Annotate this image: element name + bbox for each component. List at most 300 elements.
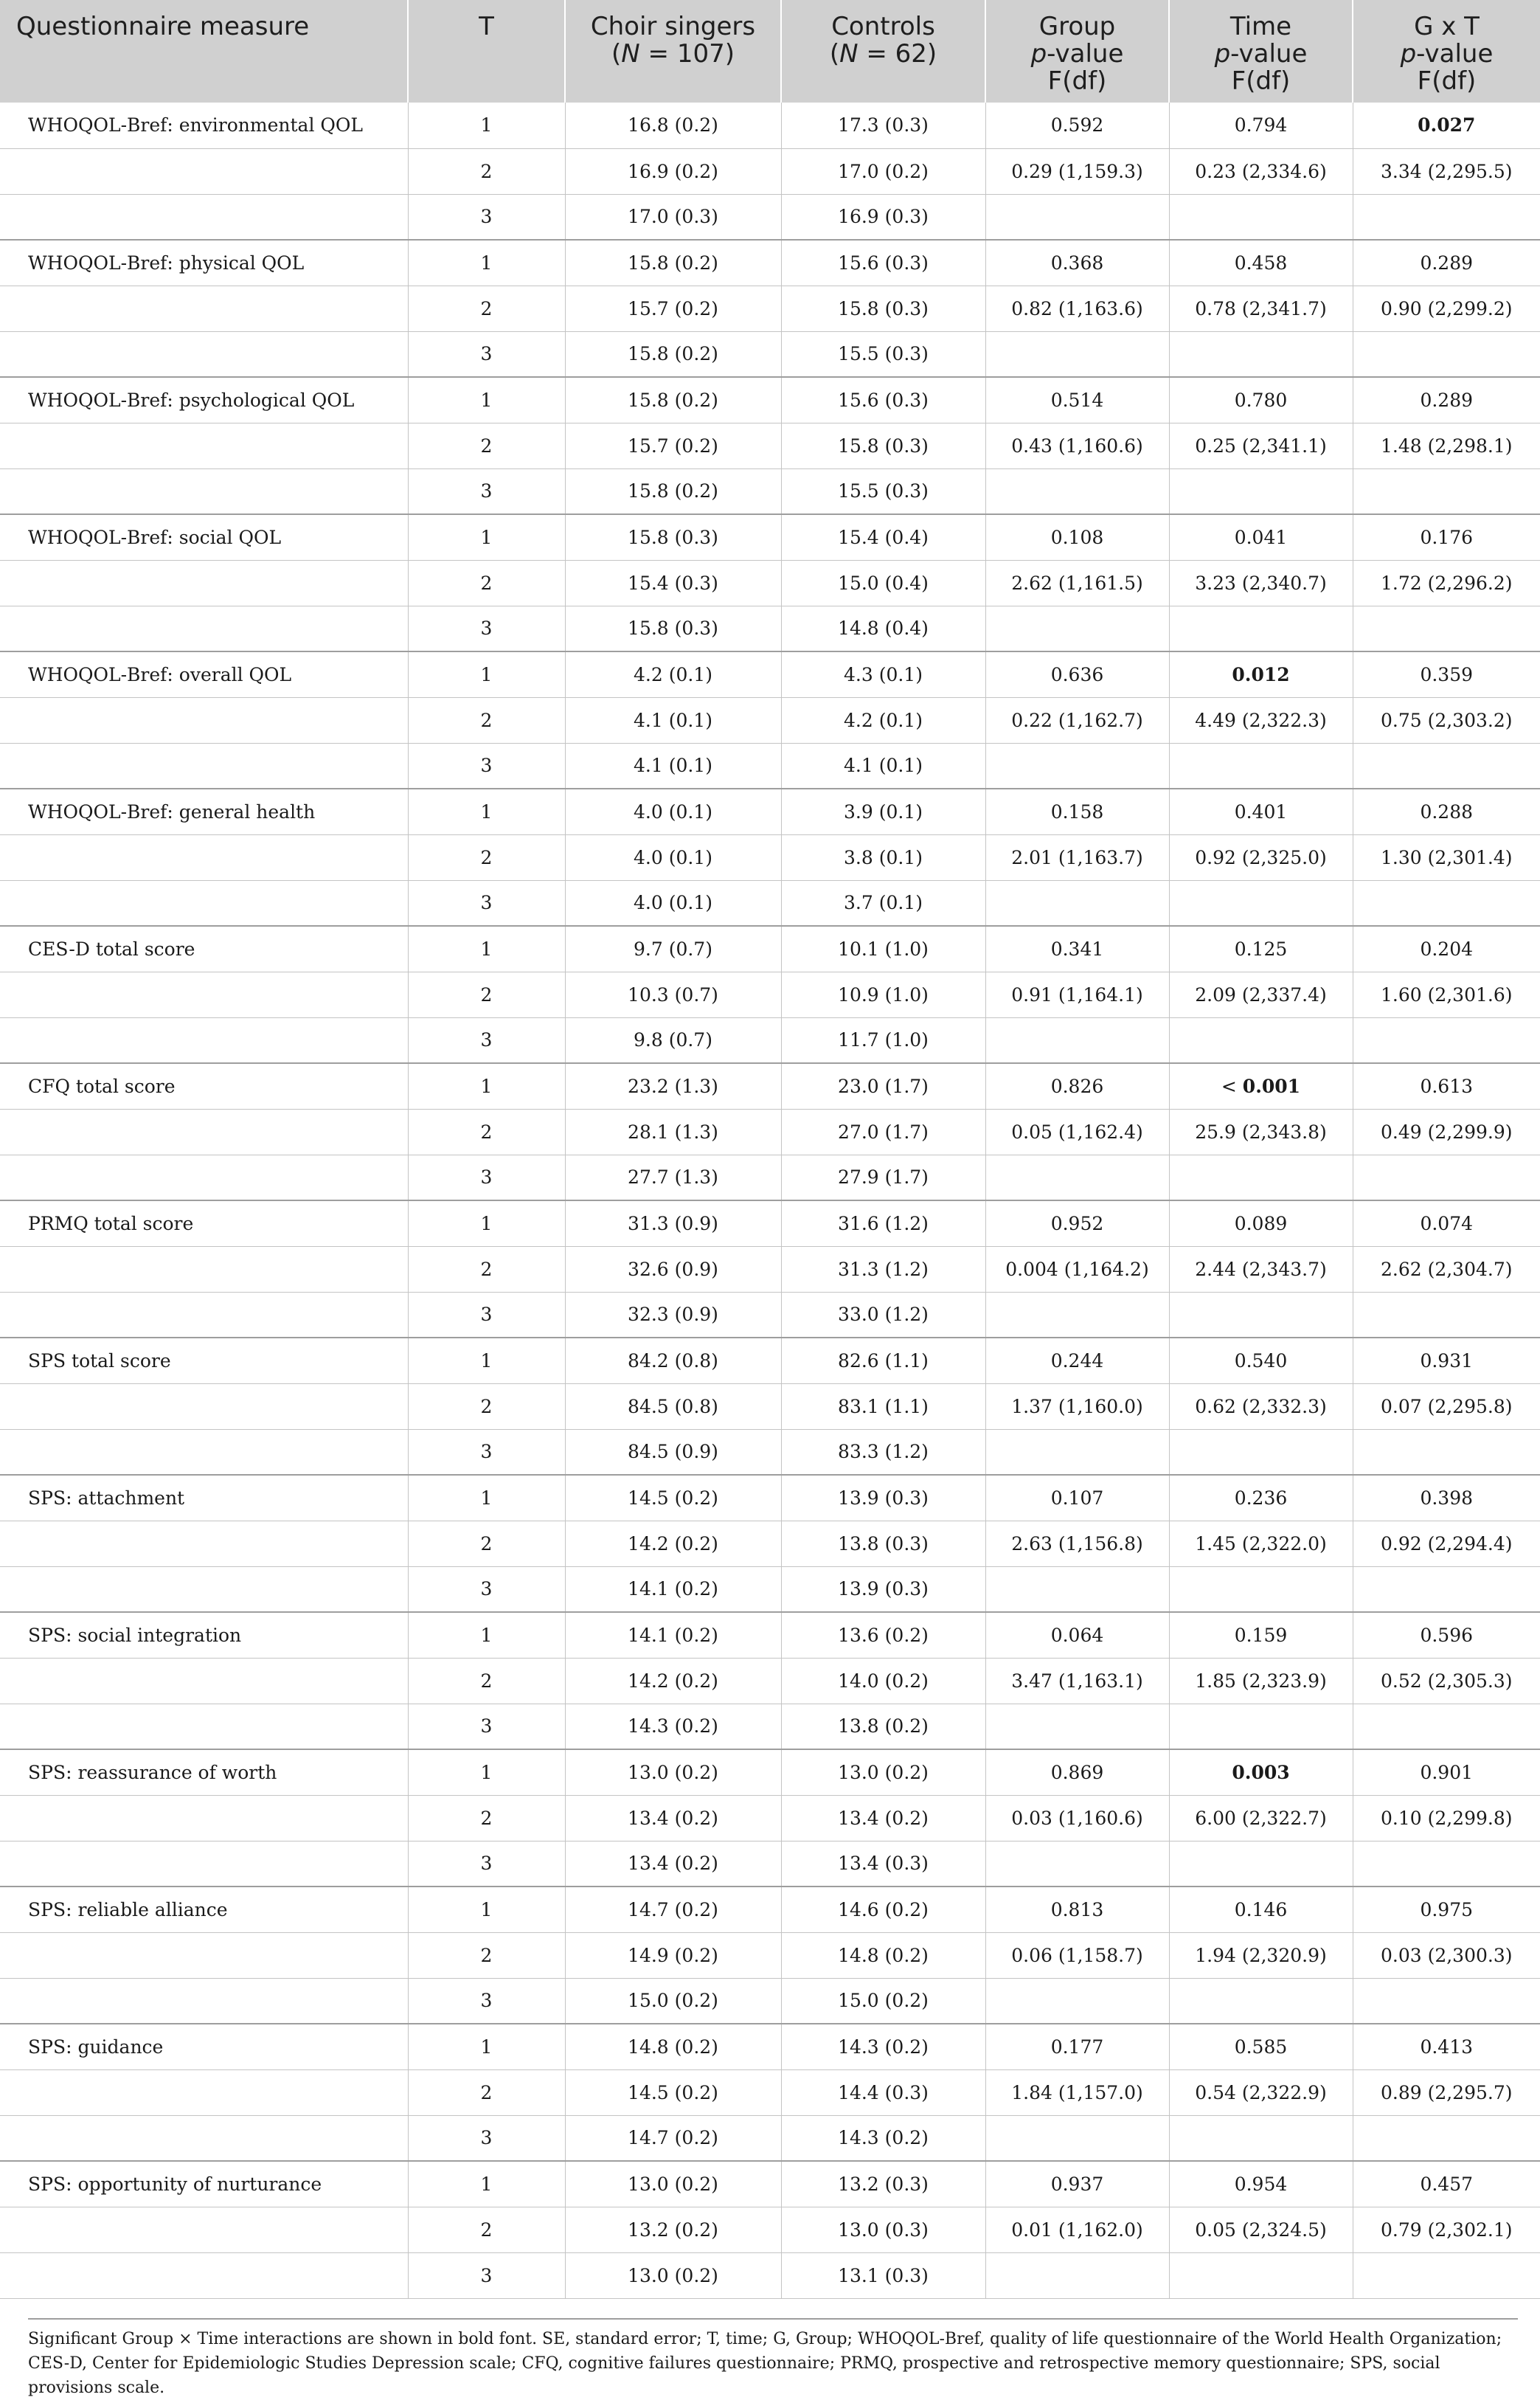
- group-stat-cell: 0.03 (1,160.6): [985, 1795, 1169, 1841]
- time-point-cell: 1: [408, 1200, 565, 1246]
- time-stat-cell: 0.401: [1169, 789, 1353, 834]
- interaction-stat-cell: 1.60 (2,301.6): [1353, 972, 1540, 1017]
- measure-cell: [0, 1841, 408, 1887]
- choir-value-cell: 14.7 (0.2): [565, 1887, 781, 1932]
- time-stat-cell: [1169, 2115, 1353, 2161]
- choir-value-cell: 84.2 (0.8): [565, 1338, 781, 1383]
- measure-cell: [0, 1658, 408, 1704]
- group-stat-cell: 0.43 (1,160.6): [985, 423, 1169, 468]
- group-stat-cell: [985, 2115, 1169, 2161]
- interaction-stat-cell: 0.027: [1353, 103, 1540, 148]
- group-stat-cell: 1.37 (1,160.0): [985, 1383, 1169, 1429]
- group-stat-cell: 0.341: [985, 926, 1169, 972]
- choir-value-cell: 4.0 (0.1): [565, 834, 781, 880]
- interaction-stat-cell: 0.75 (2,303.2): [1353, 697, 1540, 743]
- choir-value-cell: 9.8 (0.7): [565, 1017, 781, 1063]
- table-row: [0, 1612, 1540, 1658]
- table-row: [0, 789, 1540, 834]
- controls-value-cell: 83.1 (1.1): [781, 1383, 985, 1429]
- measure-cell: [0, 1017, 408, 1063]
- controls-value-cell: 14.0 (0.2): [781, 1658, 985, 1704]
- time-stat-cell: [1169, 1155, 1353, 1200]
- controls-value-cell: 4.1 (0.1): [781, 743, 985, 789]
- group-stat-cell: 0.22 (1,162.7): [985, 697, 1169, 743]
- choir-value-cell: 32.3 (0.9): [565, 1292, 781, 1338]
- interaction-stat-cell: [1353, 1841, 1540, 1887]
- choir-value-cell: 4.1 (0.1): [565, 697, 781, 743]
- table-row: [0, 2024, 1540, 2069]
- interaction-stat-cell: 0.92 (2,294.4): [1353, 1521, 1540, 1566]
- cell-bold-value: 0.001: [1242, 1075, 1301, 1097]
- choir-value-cell: 13.4 (0.2): [565, 1795, 781, 1841]
- choir-value-cell: 32.6 (0.9): [565, 1246, 781, 1292]
- choir-value-cell: 13.0 (0.2): [565, 1749, 781, 1795]
- choir-value-cell: 14.9 (0.2): [565, 1932, 781, 1978]
- header-gxt: G x T p-value F(df): [1353, 0, 1540, 103]
- time-stat-cell: [1169, 468, 1353, 514]
- time-point-cell: 3: [408, 468, 565, 514]
- interaction-stat-cell: 0.289: [1353, 240, 1540, 286]
- controls-value-cell: 11.7 (1.0): [781, 1017, 985, 1063]
- time-stat-cell: 0.05 (2,324.5): [1169, 2207, 1353, 2252]
- time-point-cell: 2: [408, 697, 565, 743]
- table-row: [0, 240, 1540, 286]
- interaction-stat-cell: 0.457: [1353, 2161, 1540, 2207]
- time-stat-cell: [1169, 1704, 1353, 1749]
- group-stat-cell: 0.004 (1,164.2): [985, 1246, 1169, 1292]
- time-point-cell: 2: [408, 1246, 565, 1292]
- time-stat-cell: 0.146: [1169, 1887, 1353, 1932]
- time-stat-cell: 0.012: [1169, 651, 1353, 697]
- time-point-cell: 2: [408, 148, 565, 194]
- table-row: [0, 1749, 1540, 1795]
- group-stat-cell: 3.47 (1,163.1): [985, 1658, 1169, 1704]
- time-point-cell: 3: [408, 2252, 565, 2298]
- group-stat-cell: 0.177: [985, 2024, 1169, 2069]
- table-row: [0, 2115, 1540, 2161]
- choir-value-cell: 27.7 (1.3): [565, 1155, 781, 1200]
- table-row: [0, 468, 1540, 514]
- group-stat-cell: 0.06 (1,158.7): [985, 1932, 1169, 1978]
- choir-value-cell: 14.7 (0.2): [565, 2115, 781, 2161]
- measure-cell: [0, 1246, 408, 1292]
- time-stat-cell: 0.92 (2,325.0): [1169, 834, 1353, 880]
- interaction-stat-cell: 0.901: [1353, 1749, 1540, 1795]
- header-t: T: [408, 0, 565, 103]
- group-stat-cell: [985, 331, 1169, 377]
- time-stat-cell: [1169, 880, 1353, 926]
- interaction-stat-cell: 0.10 (2,299.8): [1353, 1795, 1540, 1841]
- measure-cell: [0, 1109, 408, 1155]
- measure-cell: [0, 423, 408, 468]
- time-point-cell: 1: [408, 377, 565, 423]
- table-body: [0, 103, 1540, 2298]
- group-stat-cell: [985, 1704, 1169, 1749]
- table-row: [0, 103, 1540, 148]
- interaction-stat-cell: [1353, 1292, 1540, 1338]
- group-stat-cell: [985, 1978, 1169, 2024]
- measure-cell: [0, 880, 408, 926]
- controls-value-cell: 13.8 (0.2): [781, 1704, 985, 1749]
- choir-value-cell: 23.2 (1.3): [565, 1063, 781, 1109]
- time-stat-cell: 0.23 (2,334.6): [1169, 148, 1353, 194]
- controls-value-cell: 13.2 (0.3): [781, 2161, 985, 2207]
- choir-value-cell: 16.9 (0.2): [565, 148, 781, 194]
- group-stat-cell: [985, 1841, 1169, 1887]
- time-point-cell: 1: [408, 1338, 565, 1383]
- interaction-stat-cell: [1353, 1429, 1540, 1475]
- group-stat-cell: 0.107: [985, 1475, 1169, 1521]
- choir-value-cell: 15.8 (0.2): [565, 377, 781, 423]
- table-row: [0, 2207, 1540, 2252]
- time-stat-cell: 1.45 (2,322.0): [1169, 1521, 1353, 1566]
- controls-value-cell: 14.4 (0.3): [781, 2069, 985, 2115]
- time-point-cell: 1: [408, 103, 565, 148]
- interaction-stat-cell: [1353, 1155, 1540, 1200]
- choir-value-cell: 13.0 (0.2): [565, 2161, 781, 2207]
- time-point-cell: 2: [408, 286, 565, 331]
- choir-value-cell: 14.5 (0.2): [565, 1475, 781, 1521]
- measure-cell: CES-D total score: [0, 926, 408, 972]
- time-point-cell: 1: [408, 2024, 565, 2069]
- interaction-stat-cell: 0.975: [1353, 1887, 1540, 1932]
- table-row: [0, 1795, 1540, 1841]
- table-row: [0, 2161, 1540, 2207]
- time-point-cell: 3: [408, 2115, 565, 2161]
- controls-value-cell: 13.9 (0.3): [781, 1566, 985, 1612]
- group-stat-cell: 0.05 (1,162.4): [985, 1109, 1169, 1155]
- time-stat-cell: 4.49 (2,322.3): [1169, 697, 1353, 743]
- table-row: [0, 1932, 1540, 1978]
- interaction-stat-cell: [1353, 331, 1540, 377]
- choir-value-cell: 4.1 (0.1): [565, 743, 781, 789]
- table-row: [0, 194, 1540, 240]
- group-stat-cell: [985, 2252, 1169, 2298]
- controls-value-cell: 23.0 (1.7): [781, 1063, 985, 1109]
- table-row: [0, 697, 1540, 743]
- choir-value-cell: 14.2 (0.2): [565, 1658, 781, 1704]
- table-row: [0, 1658, 1540, 1704]
- controls-value-cell: 15.8 (0.3): [781, 286, 985, 331]
- interaction-stat-cell: 0.931: [1353, 1338, 1540, 1383]
- controls-value-cell: 14.8 (0.2): [781, 1932, 985, 1978]
- choir-value-cell: 14.1 (0.2): [565, 1566, 781, 1612]
- group-stat-cell: [985, 1566, 1169, 1612]
- time-point-cell: 2: [408, 1795, 565, 1841]
- measure-cell: WHOQOL-Bref: environmental QOL: [0, 103, 408, 148]
- measure-cell: [0, 1932, 408, 1978]
- table-row: [0, 148, 1540, 194]
- time-stat-cell: 3.23 (2,340.7): [1169, 560, 1353, 606]
- measure-cell: [0, 2069, 408, 2115]
- table-row: [0, 1978, 1540, 2024]
- group-stat-cell: 0.01 (1,162.0): [985, 2207, 1169, 2252]
- measure-cell: [0, 1521, 408, 1566]
- measure-cell: PRMQ total score: [0, 1200, 408, 1246]
- time-point-cell: 3: [408, 1566, 565, 1612]
- choir-value-cell: 10.3 (0.7): [565, 972, 781, 1017]
- table-footnote: Significant Group × Time interactions are shown in bold font. SE, standard error; T, time; G, Group; WHOQOL-Bref, quality of life questionnaire of the World Health Organization; CES-D, Center for Epidemiologic Studies Depression scale; CFQ, cognitive failures questionnaire; PRMQ, prospective and retrospective memory questionnaire; SPS, social provisions scale.: [28, 2318, 1518, 2400]
- group-stat-cell: [985, 468, 1169, 514]
- group-stat-cell: 0.826: [985, 1063, 1169, 1109]
- time-stat-cell: 0.089: [1169, 1200, 1353, 1246]
- time-stat-cell: [1169, 606, 1353, 651]
- measure-cell: [0, 148, 408, 194]
- controls-value-cell: 10.9 (1.0): [781, 972, 985, 1017]
- controls-value-cell: 15.5 (0.3): [781, 468, 985, 514]
- time-point-cell: 1: [408, 1749, 565, 1795]
- time-point-cell: 3: [408, 606, 565, 651]
- controls-value-cell: 15.0 (0.2): [781, 1978, 985, 2024]
- table-row: [0, 331, 1540, 377]
- choir-value-cell: 15.7 (0.2): [565, 286, 781, 331]
- controls-value-cell: 17.3 (0.3): [781, 103, 985, 148]
- cell-prefix: <: [1221, 1075, 1243, 1097]
- choir-value-cell: 4.0 (0.1): [565, 789, 781, 834]
- choir-value-cell: 4.0 (0.1): [565, 880, 781, 926]
- interaction-stat-cell: 1.72 (2,296.2): [1353, 560, 1540, 606]
- time-point-cell: 2: [408, 834, 565, 880]
- time-stat-cell: [1169, 1841, 1353, 1887]
- header-time: Time p-value F(df): [1169, 0, 1353, 103]
- interaction-stat-cell: 0.90 (2,299.2): [1353, 286, 1540, 331]
- measure-cell: [0, 697, 408, 743]
- group-stat-cell: 0.368: [985, 240, 1169, 286]
- time-point-cell: 2: [408, 972, 565, 1017]
- time-stat-cell: 0.003: [1169, 1749, 1353, 1795]
- controls-value-cell: 14.3 (0.2): [781, 2024, 985, 2069]
- table-row: [0, 560, 1540, 606]
- measure-cell: [0, 972, 408, 1017]
- interaction-stat-cell: 0.359: [1353, 651, 1540, 697]
- interaction-stat-cell: 3.34 (2,295.5): [1353, 148, 1540, 194]
- group-stat-cell: 0.91 (1,164.1): [985, 972, 1169, 1017]
- interaction-stat-cell: [1353, 194, 1540, 240]
- header-measure: Questionnaire measure: [0, 0, 408, 103]
- controls-value-cell: 13.6 (0.2): [781, 1612, 985, 1658]
- measure-cell: [0, 1429, 408, 1475]
- table-row: [0, 1429, 1540, 1475]
- time-point-cell: 1: [408, 789, 565, 834]
- group-stat-cell: 0.813: [985, 1887, 1169, 1932]
- measure-cell: CFQ total score: [0, 1063, 408, 1109]
- time-stat-cell: [1169, 1063, 1353, 1109]
- time-point-cell: 3: [408, 1704, 565, 1749]
- time-stat-cell: 1.94 (2,320.9): [1169, 1932, 1353, 1978]
- time-point-cell: 2: [408, 1521, 565, 1566]
- time-stat-cell: 6.00 (2,322.7): [1169, 1795, 1353, 1841]
- group-stat-cell: 0.952: [985, 1200, 1169, 1246]
- choir-value-cell: 15.8 (0.3): [565, 514, 781, 560]
- measure-cell: [0, 606, 408, 651]
- choir-value-cell: 31.3 (0.9): [565, 1200, 781, 1246]
- table-row: [0, 926, 1540, 972]
- time-stat-cell: [1169, 1566, 1353, 1612]
- measure-cell: [0, 560, 408, 606]
- measure-cell: [0, 331, 408, 377]
- table-row: [0, 1292, 1540, 1338]
- controls-value-cell: 27.0 (1.7): [781, 1109, 985, 1155]
- interaction-stat-cell: 0.413: [1353, 2024, 1540, 2069]
- table-row: [0, 514, 1540, 560]
- controls-value-cell: 13.0 (0.2): [781, 1749, 985, 1795]
- group-stat-cell: [985, 1017, 1169, 1063]
- choir-value-cell: 14.8 (0.2): [565, 2024, 781, 2069]
- interaction-stat-cell: 0.074: [1353, 1200, 1540, 1246]
- time-stat-cell: 0.794: [1169, 103, 1353, 148]
- controls-value-cell: 82.6 (1.1): [781, 1338, 985, 1383]
- time-point-cell: 1: [408, 926, 565, 972]
- measure-cell: SPS: reassurance of worth: [0, 1749, 408, 1795]
- table-row: [0, 1155, 1540, 1200]
- interaction-stat-cell: 0.398: [1353, 1475, 1540, 1521]
- time-point-cell: 1: [408, 651, 565, 697]
- time-stat-cell: [1169, 194, 1353, 240]
- interaction-stat-cell: [1353, 1704, 1540, 1749]
- measure-cell: [0, 1566, 408, 1612]
- choir-value-cell: 14.2 (0.2): [565, 1521, 781, 1566]
- measure-cell: [0, 1155, 408, 1200]
- measure-cell: SPS: attachment: [0, 1475, 408, 1521]
- choir-value-cell: 15.7 (0.2): [565, 423, 781, 468]
- group-stat-cell: 0.82 (1,163.6): [985, 286, 1169, 331]
- group-stat-cell: [985, 606, 1169, 651]
- measure-cell: [0, 1383, 408, 1429]
- interaction-stat-cell: 1.48 (2,298.1): [1353, 423, 1540, 468]
- header-controls: Controls (N = 62): [781, 0, 985, 103]
- time-stat-cell: 0.159: [1169, 1612, 1353, 1658]
- controls-value-cell: 31.3 (1.2): [781, 1246, 985, 1292]
- measure-cell: WHOQOL-Bref: overall QOL: [0, 651, 408, 697]
- time-stat-cell: 0.54 (2,322.9): [1169, 2069, 1353, 2115]
- group-stat-cell: 0.514: [985, 377, 1169, 423]
- controls-value-cell: 4.3 (0.1): [781, 651, 985, 697]
- time-stat-cell: 0.62 (2,332.3): [1169, 1383, 1353, 1429]
- controls-value-cell: 13.4 (0.3): [781, 1841, 985, 1887]
- interaction-stat-cell: [1353, 1017, 1540, 1063]
- time-point-cell: 1: [408, 1063, 565, 1109]
- choir-value-cell: 15.4 (0.3): [565, 560, 781, 606]
- measure-cell: [0, 286, 408, 331]
- controls-value-cell: 10.1 (1.0): [781, 926, 985, 972]
- interaction-stat-cell: 0.613: [1353, 1063, 1540, 1109]
- table-row: [0, 1566, 1540, 1612]
- table-row: [0, 743, 1540, 789]
- controls-value-cell: 15.6 (0.3): [781, 377, 985, 423]
- measure-cell: [0, 834, 408, 880]
- controls-value-cell: 4.2 (0.1): [781, 697, 985, 743]
- table-row: [0, 1063, 1540, 1109]
- choir-value-cell: 14.3 (0.2): [565, 1704, 781, 1749]
- time-stat-cell: [1169, 1017, 1353, 1063]
- time-stat-cell: 0.25 (2,341.1): [1169, 423, 1353, 468]
- group-stat-cell: 0.064: [985, 1612, 1169, 1658]
- time-point-cell: 1: [408, 1612, 565, 1658]
- controls-value-cell: 3.9 (0.1): [781, 789, 985, 834]
- choir-value-cell: 84.5 (0.8): [565, 1383, 781, 1429]
- group-stat-cell: [985, 880, 1169, 926]
- choir-value-cell: 16.8 (0.2): [565, 103, 781, 148]
- header-row: [0, 0, 1540, 103]
- time-point-cell: 2: [408, 2069, 565, 2115]
- time-point-cell: 3: [408, 331, 565, 377]
- controls-value-cell: 13.4 (0.2): [781, 1795, 985, 1841]
- measure-cell: [0, 468, 408, 514]
- measure-cell: WHOQOL-Bref: general health: [0, 789, 408, 834]
- time-point-cell: 3: [408, 194, 565, 240]
- group-stat-cell: 0.244: [985, 1338, 1169, 1383]
- time-point-cell: 3: [408, 1017, 565, 1063]
- time-point-cell: 2: [408, 560, 565, 606]
- time-stat-cell: 0.125: [1169, 926, 1353, 972]
- time-stat-cell: [1169, 1978, 1353, 2024]
- interaction-stat-cell: [1353, 2252, 1540, 2298]
- time-stat-cell: 0.236: [1169, 1475, 1353, 1521]
- table-row: [0, 1521, 1540, 1566]
- choir-value-cell: 9.7 (0.7): [565, 926, 781, 972]
- time-point-cell: 3: [408, 1978, 565, 2024]
- measure-cell: WHOQOL-Bref: physical QOL: [0, 240, 408, 286]
- time-stat-cell: 0.78 (2,341.7): [1169, 286, 1353, 331]
- time-point-cell: 1: [408, 1475, 565, 1521]
- controls-value-cell: 31.6 (1.2): [781, 1200, 985, 1246]
- controls-value-cell: 15.0 (0.4): [781, 560, 985, 606]
- time-stat-cell: 0.458: [1169, 240, 1353, 286]
- controls-value-cell: 15.5 (0.3): [781, 331, 985, 377]
- interaction-stat-cell: 0.79 (2,302.1): [1353, 2207, 1540, 2252]
- measure-cell: [0, 2252, 408, 2298]
- time-stat-cell: 0.780: [1169, 377, 1353, 423]
- choir-value-cell: 15.8 (0.2): [565, 240, 781, 286]
- group-stat-cell: 0.108: [985, 514, 1169, 560]
- group-stat-cell: 0.636: [985, 651, 1169, 697]
- table-row: [0, 1704, 1540, 1749]
- group-stat-cell: 2.01 (1,163.7): [985, 834, 1169, 880]
- choir-value-cell: 13.0 (0.2): [565, 2252, 781, 2298]
- choir-value-cell: 15.8 (0.2): [565, 468, 781, 514]
- controls-value-cell: 14.6 (0.2): [781, 1887, 985, 1932]
- time-stat-cell: [1169, 2252, 1353, 2298]
- controls-value-cell: 13.9 (0.3): [781, 1475, 985, 1521]
- time-stat-cell: 25.9 (2,343.8): [1169, 1109, 1353, 1155]
- table-row: [0, 1338, 1540, 1383]
- controls-value-cell: 15.6 (0.3): [781, 240, 985, 286]
- time-stat-cell: 0.585: [1169, 2024, 1353, 2069]
- measure-cell: SPS: social integration: [0, 1612, 408, 1658]
- group-stat-cell: 0.937: [985, 2161, 1169, 2207]
- table-row: [0, 972, 1540, 1017]
- time-stat-cell: 2.44 (2,343.7): [1169, 1246, 1353, 1292]
- time-point-cell: 1: [408, 514, 565, 560]
- time-stat-cell: 0.041: [1169, 514, 1353, 560]
- measure-cell: WHOQOL-Bref: psychological QOL: [0, 377, 408, 423]
- measure-cell: SPS: reliable alliance: [0, 1887, 408, 1932]
- table-row: [0, 423, 1540, 468]
- interaction-stat-cell: [1353, 2115, 1540, 2161]
- group-stat-cell: 1.84 (1,157.0): [985, 2069, 1169, 2115]
- table-row: [0, 1017, 1540, 1063]
- table-row: [0, 834, 1540, 880]
- measure-cell: [0, 743, 408, 789]
- measure-cell: [0, 1795, 408, 1841]
- time-point-cell: 2: [408, 1383, 565, 1429]
- time-point-cell: 3: [408, 880, 565, 926]
- table-row: [0, 1383, 1540, 1429]
- controls-value-cell: 33.0 (1.2): [781, 1292, 985, 1338]
- time-point-cell: 3: [408, 1155, 565, 1200]
- table-row: [0, 606, 1540, 651]
- time-point-cell: 3: [408, 1292, 565, 1338]
